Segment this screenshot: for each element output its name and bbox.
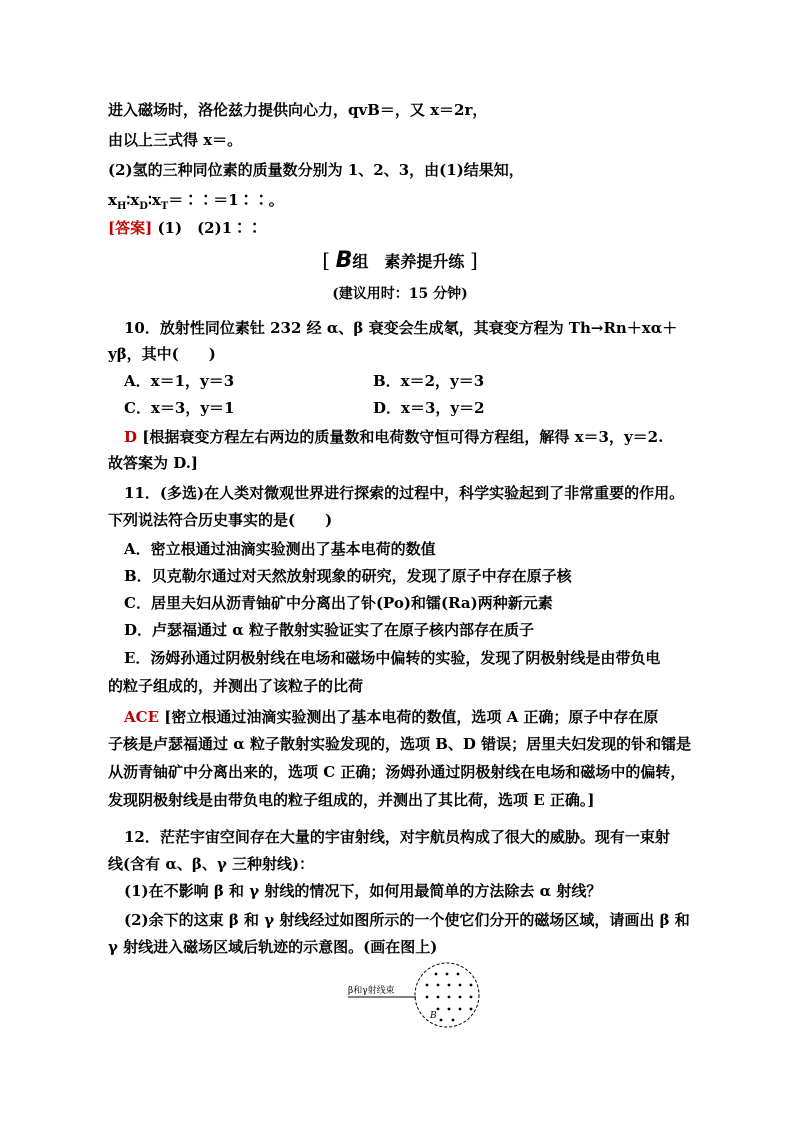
q10-stem-cont: yβ，其中( ) [108,345,216,363]
q10-explanation: [根据衰变方程左右两边的质量数和电荷数守恒可得方程组，解得 x＝3，y＝2. [142,428,664,446]
q10-answer [124,427,663,447]
q10-stem: 10．放射性同位素钍 232 经 α、β 衰变会生成氡，其衰变方程为 Th→Rn＋xα＋ [124,319,678,337]
q12-subquestion-1: (1)在不影响 β 和 γ 射线的情况下，如何用最简单的方法除去 α 射线？ [124,882,602,900]
field-label: B [430,1011,437,1021]
group-title: 组 素养提升练 [352,252,465,271]
suggested-time: (建议用时：15 分钟) [332,286,468,302]
q10-option-a: A．x＝1，y＝3 [124,372,235,390]
answer-line [108,218,262,238]
q11-stem-cont: 下列说法符合历史事实的是( ) [108,511,333,529]
magnetic-field-diagram [340,958,500,1032]
q12-stem-cont: 线(含有 α、β、γ 三种射线)： [108,855,315,873]
ratio-end: ＝∶∶＝1∶∶。 [168,191,284,209]
subscript-t: T [160,201,169,212]
q11-option-e: E．汤姆孙通过阴极射线在电场和磁场中偏转的实验，发现了阴极射线是由带负电 [124,649,661,667]
q10-option-d: D．x＝3，y＝2 [373,399,485,417]
text-line: (2)氢的三种同位素的质量数分别为 1、2、3，由(1)结果知， [108,161,524,179]
q11-answer-letters: ACE [124,708,160,726]
text-line: 由以上三式得 x＝。 [108,131,243,149]
q11-answer [124,707,658,727]
diagram-svg [340,958,500,1032]
field-region-circle [415,963,479,1027]
right-bracket: ] [469,248,478,272]
left-bracket: [ [322,248,331,272]
q11-option-e-cont: 的粒子组成的，并测出了该粒子的比荷 [108,677,364,695]
group-b-letter: B [335,248,353,273]
subscript-d: D [139,201,148,212]
q10-option-b: B．x＝2，y＝3 [373,372,485,390]
ratio-x: x [108,191,117,209]
q10-answer-letter: D [124,428,138,446]
q11-option-b: B．贝克勒尔通过对天然放射现象的研究，发现了原子中存在原子核 [124,567,572,585]
q12-stem: 12．茫茫宇宙空间存在大量的宇宙射线，对宇航员构成了很大的威胁。现有一束射 [124,828,670,846]
beam-label: β和γ射线束 [348,986,395,996]
q11-explanation-cont: 从沥青铀矿中分离出来的，选项 C 正确；汤姆孙通过阴极射线在电场和磁场中的偏转， [108,763,686,781]
q11-option-d: D．卢瑟福通过 α 粒子散射实验证实了在原子核内部存在质子 [124,621,534,639]
q12-subquestion-2-cont: γ 射线进入磁场区域后轨迹的示意图。(画在图上) [108,938,438,956]
q12-subquestion-2: (2)余下的这束 β 和 γ 射线经过如图所示的一个使它们分开的磁场区域，请画出 β 和 [124,911,690,929]
q10-option-c: C．x＝3，y＝1 [124,399,235,417]
q11-explanation-cont: 发现阴极射线是由带负电的粒子组成的，并测出了其比荷，选项 E 正确。] [108,791,595,809]
answer-text: (1) (2)1∶∶ [157,219,263,237]
ratio-line [108,190,284,217]
q11-explanation-cont: 子核是卢瑟福通过 α 粒子散射实验发现的，选项 B、D 错误；居里夫妇发现的钋和镭是 [108,735,692,753]
q11-option-a: A．密立根通过油滴实验测出了基本电荷的数值 [124,540,436,558]
q11-stem: 11．(多选)在人类对微观世界进行探索的过程中，科学实验起到了非常重要的作用。 [124,484,685,502]
text-line: 进入磁场时，洛伦兹力提供向心力，qvB＝，又 x＝2r， [108,101,488,119]
q11-option-c: C．居里夫妇从沥青铀矿中分离出了钋(Po)和镭(Ra)两种新元素 [124,594,553,612]
q10-explanation-cont: 故答案为 D.] [108,454,199,472]
ratio-colon: ∶x [147,191,161,209]
ratio-colon: ∶x [126,191,140,209]
section-header [0,248,800,273]
subscript-h: H [116,201,127,212]
q11-explanation: [密立根通过油滴实验测出了基本电荷的数值，选项 A 正确；原子中存在原 [164,708,659,726]
answer-label: [答案] [108,219,153,237]
